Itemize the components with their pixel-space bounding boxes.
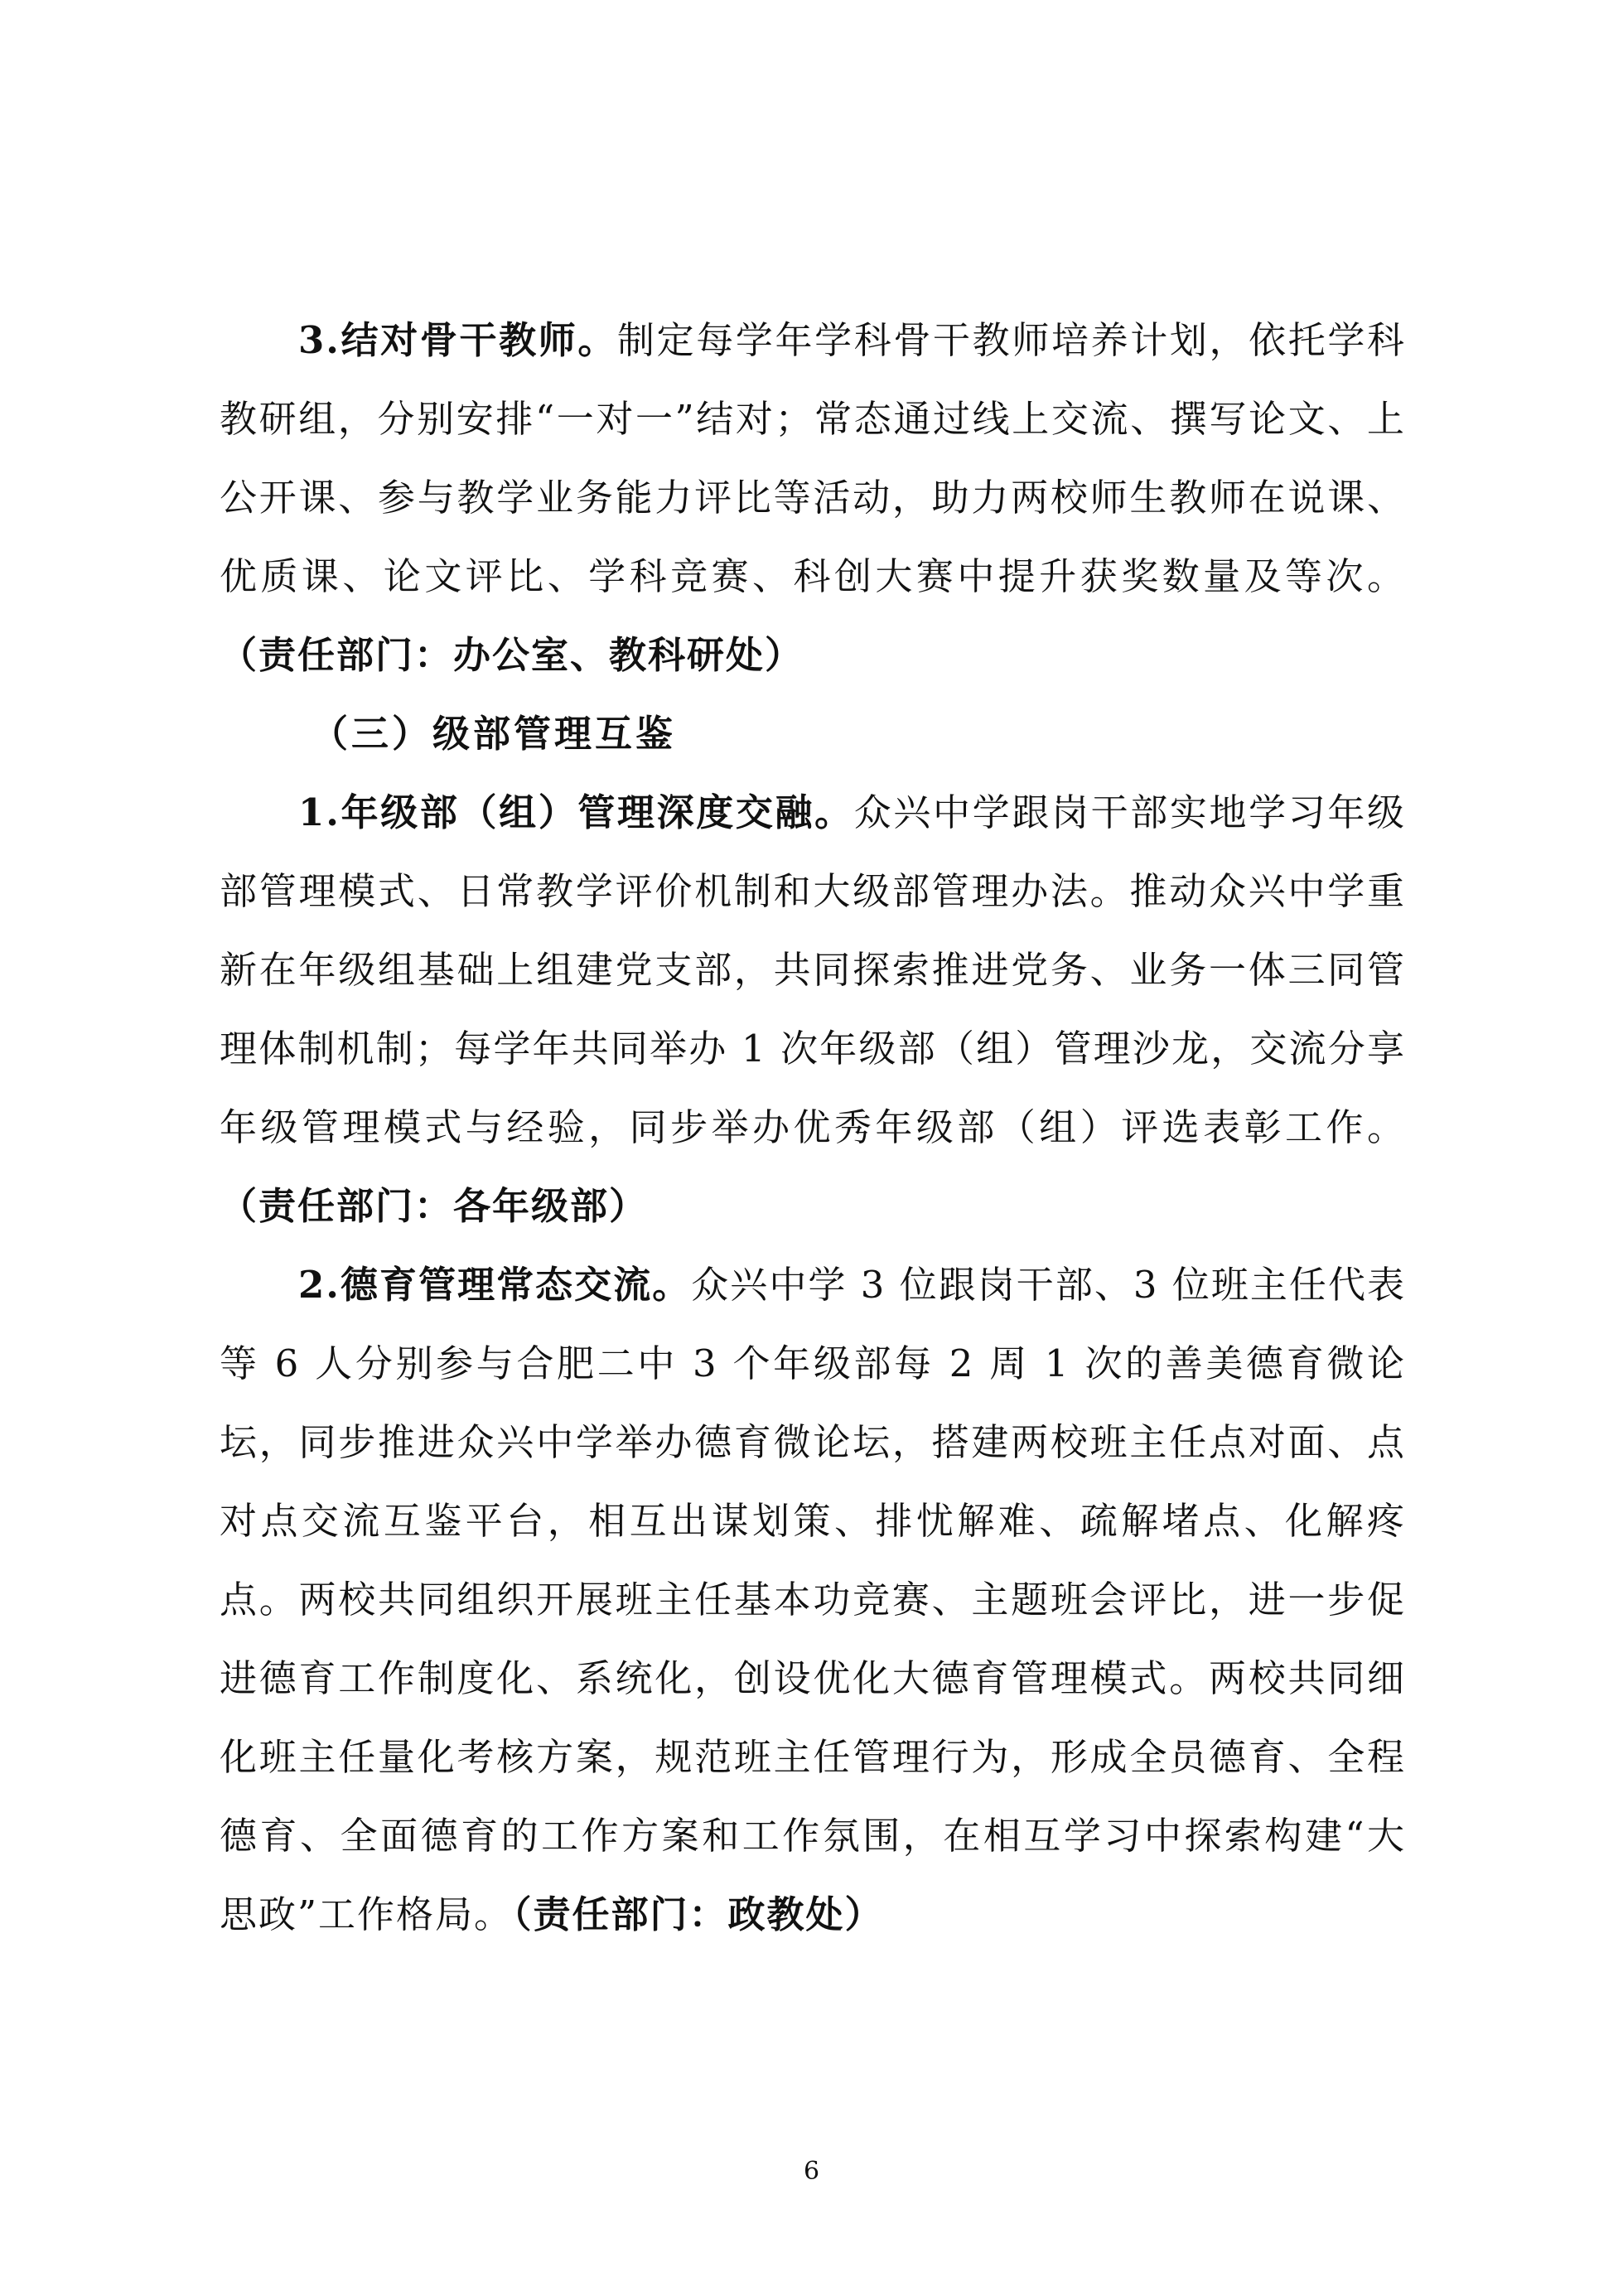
paragraph-body: 众兴中学跟岗干部实地学习年级部管理模式、日常教学评价机制和大级部管理办法。推动众兴中学重新在年级组基础上组建党支部，共同探索推进党务、业务一体三同管理体制机制；每学年共同举办 1 次年级部（组）管理沙龙，交流分享年级管理模式与经验，同步举办优秀年级部（组）评选表彰工作。	[220, 790, 1406, 1149]
paragraph-body: 众兴中学 3 位跟岗干部、3 位班主任代表等 6 人分别参与合肥二中 3 个年级部每 2 周 1 次的善美德育微论坛，同步推进众兴中学举办德育微论坛，搭建两校班主任点对面、点对点交流互鉴平台，相互出谋划策、排忧解难、疏解堵点、化解疼点。两校共同组织开展班主任基本功竞赛、主题班会评比，进一步促进德育工作制度化、系统化，创设优化大德育管理模式。两校共同细化班主任量化考核方案，规范班主任管理行为，形成全员德育、全程德育、全面德育的工作方案和工作氛围，在相互学习中探索构建“大思政”工作格局。	[220, 1263, 1406, 1936]
paragraph-lead: 1.年级部（组）管理深度交融。	[298, 790, 854, 834]
responsibility-note: （责任部门：政教处）	[513, 1892, 884, 1936]
responsibility-note: （责任部门：办公室、教科研处）	[220, 633, 804, 677]
section-heading: （三）级部管理互鉴	[311, 712, 677, 756]
responsibility-note: （责任部门：各年级部）	[220, 1184, 649, 1228]
paragraph-moral-education	[220, 1245, 1406, 1954]
page-number: 6	[803, 2157, 820, 2186]
paragraph-lead: 3.结对骨干教师。	[298, 318, 618, 362]
paragraph-grade-management	[220, 773, 1406, 1245]
paragraph-key-teachers	[220, 301, 1406, 694]
document-body	[220, 301, 1406, 1954]
paragraph-body: 制定每学年学科骨干教师培养计划，依托学科教研组，分别安排“一对一”结对；常态通过线上交流、撰写论文、上公开课、参与教学业务能力评比等活动，助力两校师生教师在说课、优质课、论文评比、学科竞赛、科创大赛中提升获奖数量及等次。	[220, 318, 1406, 598]
paragraph-lead: 2.德育管理常态交流。	[298, 1263, 692, 1307]
